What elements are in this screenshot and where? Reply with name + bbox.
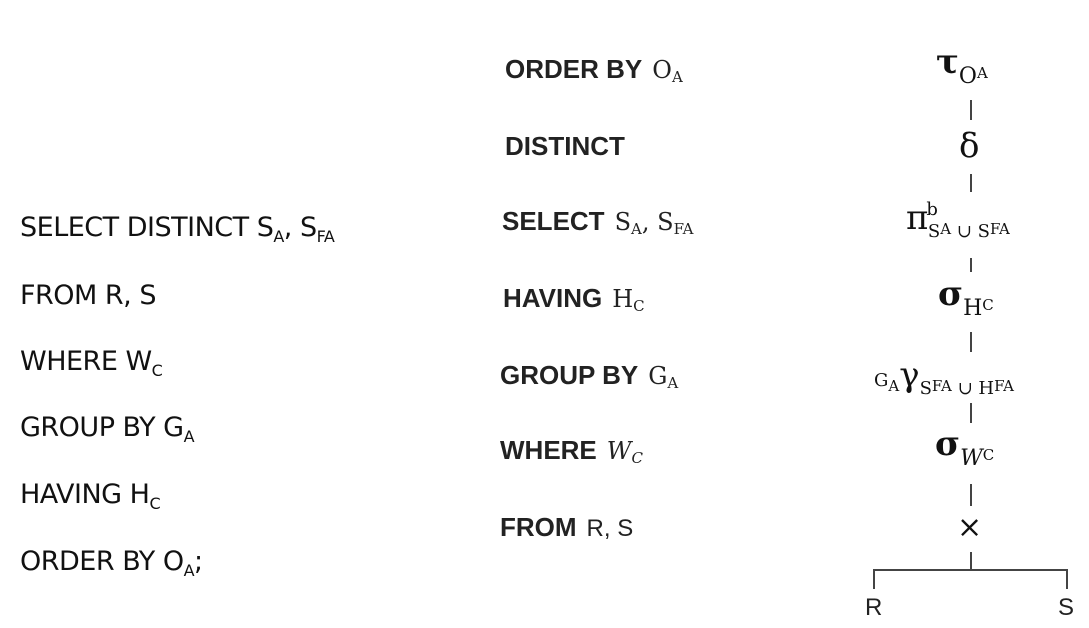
clause-from bbox=[500, 512, 633, 543]
op-projection: $\pi^b_SA$ $_{\cup S}$FA bbox=[906, 198, 1010, 242]
clause-where bbox=[500, 435, 643, 466]
leaf-s: S bbox=[1058, 594, 1075, 621]
clause-select-args: $S_A$, $S_{FA}$ bbox=[614, 208, 694, 238]
tree-edge-left bbox=[873, 569, 875, 589]
sql-where-sub: C bbox=[151, 361, 163, 380]
tree-edge-1 bbox=[970, 100, 972, 120]
sql-group-text: GROUP BY G bbox=[20, 412, 184, 443]
tree-edge-5 bbox=[970, 403, 972, 423]
op-product bbox=[957, 510, 982, 545]
delta-symbol: δ bbox=[959, 126, 980, 166]
clause-distinct-keyword: DISTINCT bbox=[505, 131, 625, 161]
clause-distinct bbox=[505, 131, 625, 162]
sql-having-line bbox=[20, 479, 161, 513]
sql-from-line bbox=[20, 280, 156, 311]
tree-edge-right bbox=[1066, 569, 1068, 589]
op-having-select: $\sigma_HC$ bbox=[938, 274, 994, 321]
sql-having-text: HAVING H bbox=[20, 479, 150, 510]
sql-select-line bbox=[20, 212, 335, 246]
clause-from-arg: R, S bbox=[586, 515, 634, 542]
tau-symbol: τ bbox=[936, 42, 959, 82]
op-sort: $\tau_OA$ bbox=[936, 42, 988, 89]
sql-group-sub: A bbox=[183, 427, 195, 446]
op-grouping: GAγ$_S$FA $_{\cup H}$FA bbox=[874, 355, 1015, 399]
clause-order-by-keyword: ORDER BY bbox=[505, 54, 643, 84]
tree-edge-2 bbox=[970, 174, 972, 192]
clause-group-by-keyword: GROUP BY bbox=[500, 360, 639, 390]
tree-branch-bar bbox=[873, 569, 1068, 571]
pi-symbol: π bbox=[906, 198, 929, 238]
clause-where-keyword: WHERE bbox=[500, 435, 597, 465]
clause-having-arg: $H_C$ bbox=[612, 285, 645, 315]
sql-having-sub: C bbox=[149, 494, 161, 513]
clause-from-keyword: FROM bbox=[500, 512, 577, 542]
cross-product-symbol: × bbox=[957, 510, 983, 545]
sql-order-text: ORDER BY O bbox=[20, 546, 184, 577]
sigma-having-symbol: σ bbox=[938, 274, 964, 314]
sql-select-text: SELECT DISTINCT S bbox=[20, 212, 274, 243]
clause-where-arg: $W_C$ bbox=[606, 437, 643, 467]
clause-order-by-arg: $O_A$ bbox=[652, 56, 683, 86]
sql-select-sub-a: A bbox=[273, 227, 284, 246]
sql-group-line bbox=[20, 412, 195, 446]
leaf-r: R bbox=[865, 594, 883, 621]
clause-group-by bbox=[500, 360, 678, 391]
clause-order-by bbox=[505, 54, 683, 85]
sql-select-sep: , S bbox=[283, 212, 317, 243]
clause-having-keyword: HAVING bbox=[503, 283, 603, 313]
sql-select-sub-fa: FA bbox=[316, 227, 335, 246]
tree-edge-7 bbox=[970, 552, 972, 570]
tree-edge-3 bbox=[970, 258, 972, 272]
sql-where-line bbox=[20, 346, 163, 380]
tree-edge-6 bbox=[970, 484, 972, 506]
sigma-where-symbol: σ bbox=[935, 424, 961, 464]
sql-order-line bbox=[20, 546, 203, 580]
gamma-symbol: γ bbox=[899, 355, 920, 395]
clause-select bbox=[502, 206, 694, 237]
sql-from-text: FROM R, S bbox=[20, 280, 156, 311]
clause-select-keyword: SELECT bbox=[502, 206, 605, 236]
op-where-select: $\sigma_WC$ bbox=[935, 424, 995, 471]
sql-order-sub: A bbox=[183, 561, 195, 580]
sql-where-text: WHERE W bbox=[20, 346, 152, 377]
sql-order-end: ; bbox=[194, 546, 203, 577]
clause-having bbox=[503, 283, 645, 314]
clause-group-by-arg: $G_A$ bbox=[648, 362, 679, 392]
tree-edge-4 bbox=[970, 332, 972, 352]
op-distinct bbox=[959, 126, 979, 166]
